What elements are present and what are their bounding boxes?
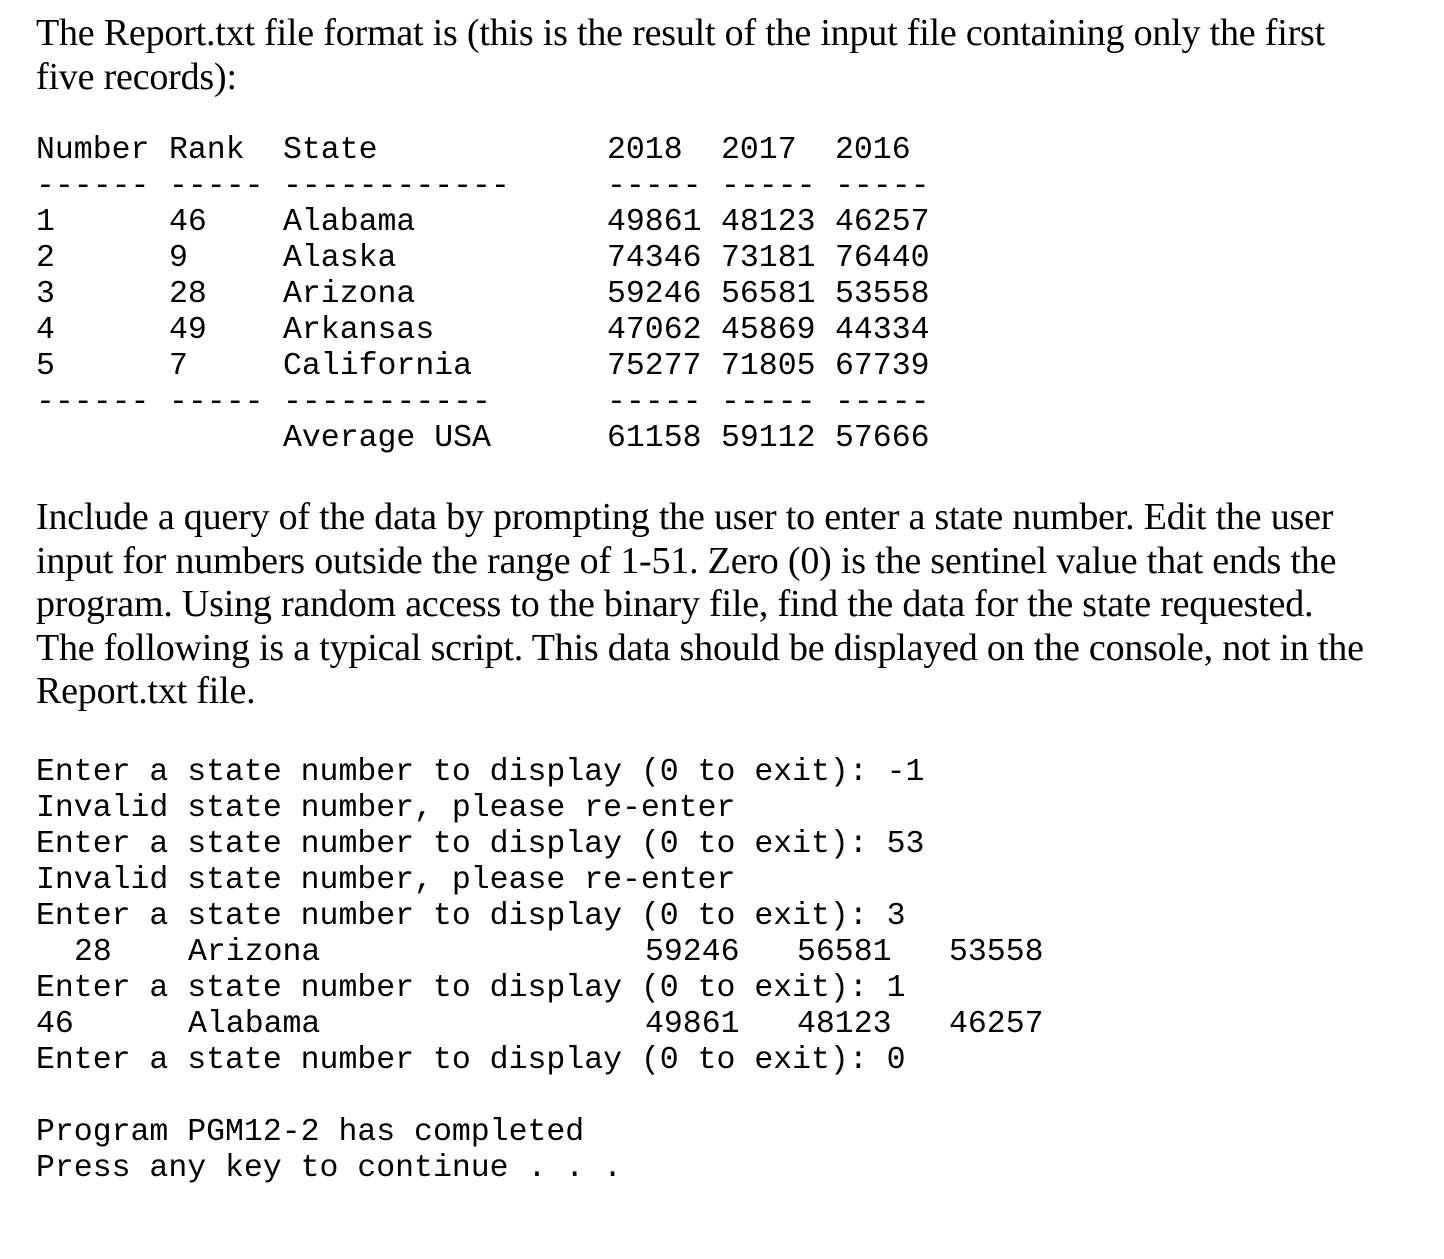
row-2018: 74346 — [607, 241, 702, 276]
error-line: Invalid state number, please re-enter — [36, 791, 736, 826]
row-2017: 71805 — [721, 349, 816, 384]
dash-2016: ----- — [835, 385, 930, 420]
row-number: 4 — [36, 313, 55, 348]
row-state: Arizona — [283, 277, 416, 312]
row-2018: 47062 — [607, 313, 702, 348]
row-2017: 73181 — [721, 241, 816, 276]
row-2017: 45869 — [721, 313, 816, 348]
result-2017: 48123 — [797, 1007, 892, 1042]
prompt-line: Enter a state number to display (0 to exit): -1 — [36, 755, 925, 790]
row-2018: 59246 — [607, 277, 702, 312]
query-paragraph — [36, 496, 1426, 714]
console-script — [36, 755, 1056, 1195]
average-2017: 59112 — [721, 421, 816, 456]
report-table — [36, 133, 956, 463]
row-number: 5 — [36, 349, 55, 384]
average-label: Average USA — [283, 421, 491, 456]
row-state: Alabama — [283, 205, 416, 240]
row-state: California — [283, 349, 473, 384]
report-header-row — [36, 133, 911, 169]
row-2016: 44334 — [835, 313, 930, 348]
header-state: State — [283, 133, 378, 168]
row-2016: 67739 — [835, 349, 930, 384]
result-2018: 49861 — [645, 1007, 740, 1042]
dash-2017: ----- — [721, 385, 816, 420]
prompt-line: Enter a state number to display (0 to exit): 0 — [36, 1043, 906, 1078]
result-line — [36, 1007, 1056, 1043]
header-number: Number — [36, 133, 150, 168]
header-2017: 2017 — [721, 133, 797, 168]
dash-2016: ----- — [835, 169, 930, 204]
dash-2018: ----- — [607, 385, 702, 420]
row-rank: 9 — [169, 241, 188, 276]
report-average-row — [36, 421, 930, 457]
report-separator-bottom — [36, 385, 930, 421]
dash-rank: ----- — [169, 385, 264, 420]
row-rank: 46 — [169, 205, 207, 240]
report-separator-top — [36, 169, 930, 205]
row-number: 3 — [36, 277, 55, 312]
query-line-5: Report.txt file. — [36, 670, 256, 712]
prompt-line: Enter a state number to display (0 to exit): 53 — [36, 827, 925, 862]
dash-2017: ----- — [721, 169, 816, 204]
row-rank: 28 — [169, 277, 207, 312]
table-row — [36, 349, 930, 385]
result-rank: 46 — [36, 1007, 74, 1042]
row-rank: 49 — [169, 313, 207, 348]
query-line-1: Include a query of the data by prompting the user to enter a state number. Edit the user — [36, 496, 1334, 538]
prompt-line: Enter a state number to display (0 to exit): 1 — [36, 971, 906, 1006]
result-state: Arizona — [188, 935, 321, 970]
prompt-line: Enter a state number to display (0 to exit): 3 — [36, 899, 906, 934]
row-state: Alaska — [283, 241, 397, 276]
query-line-3: program. Using random access to the binary file, find the data for the state requested. — [36, 583, 1314, 625]
dash-number: ------ — [36, 385, 150, 420]
row-number: 2 — [36, 241, 55, 276]
row-2016: 46257 — [835, 205, 930, 240]
header-rank: Rank — [169, 133, 245, 168]
intro-line-2: five records): — [36, 55, 237, 98]
error-line: Invalid state number, please re-enter — [36, 863, 736, 898]
result-2016: 46257 — [949, 1007, 1044, 1042]
table-row — [36, 313, 930, 349]
average-2018: 61158 — [607, 421, 702, 456]
result-line — [36, 935, 1056, 971]
dash-rank: ----- — [169, 169, 264, 204]
row-2018: 75277 — [607, 349, 702, 384]
row-2016: 76440 — [835, 241, 930, 276]
dash-number: ------ — [36, 169, 150, 204]
row-rank: 7 — [169, 349, 188, 384]
completion-line: Program PGM12-2 has completed — [36, 1115, 585, 1150]
table-row — [36, 241, 930, 277]
query-line-2: input for numbers outside the range of 1-51. Zero (0) is the sentinel value that ends the — [36, 539, 1337, 582]
result-rank: 28 — [74, 935, 112, 970]
row-2017: 56581 — [721, 277, 816, 312]
dash-state: ----------- — [283, 385, 491, 420]
row-2016: 53558 — [835, 277, 930, 312]
dash-2018: ----- — [607, 169, 702, 204]
row-2017: 48123 — [721, 205, 816, 240]
row-state: Arkansas — [283, 313, 435, 348]
header-2018: 2018 — [607, 133, 683, 168]
result-2018: 59246 — [645, 935, 740, 970]
result-2017: 56581 — [797, 935, 892, 970]
result-state: Alabama — [188, 1007, 321, 1042]
intro-line-1: The Report.txt file format is (this is the result of the input file containing only the first — [36, 12, 1325, 54]
dash-state: ------------ — [283, 169, 510, 204]
press-key-line: Press any key to continue . . . — [36, 1151, 622, 1186]
result-2016: 53558 — [949, 935, 1044, 970]
row-2018: 49861 — [607, 205, 702, 240]
average-2016: 57666 — [835, 421, 930, 456]
query-line-4: The following is a typical script. This data should be displayed on the console, not in the — [36, 626, 1364, 669]
header-2016: 2016 — [835, 133, 911, 168]
row-number: 1 — [36, 205, 55, 240]
table-row — [36, 205, 930, 241]
table-row — [36, 277, 930, 313]
intro-paragraph — [36, 12, 1416, 99]
